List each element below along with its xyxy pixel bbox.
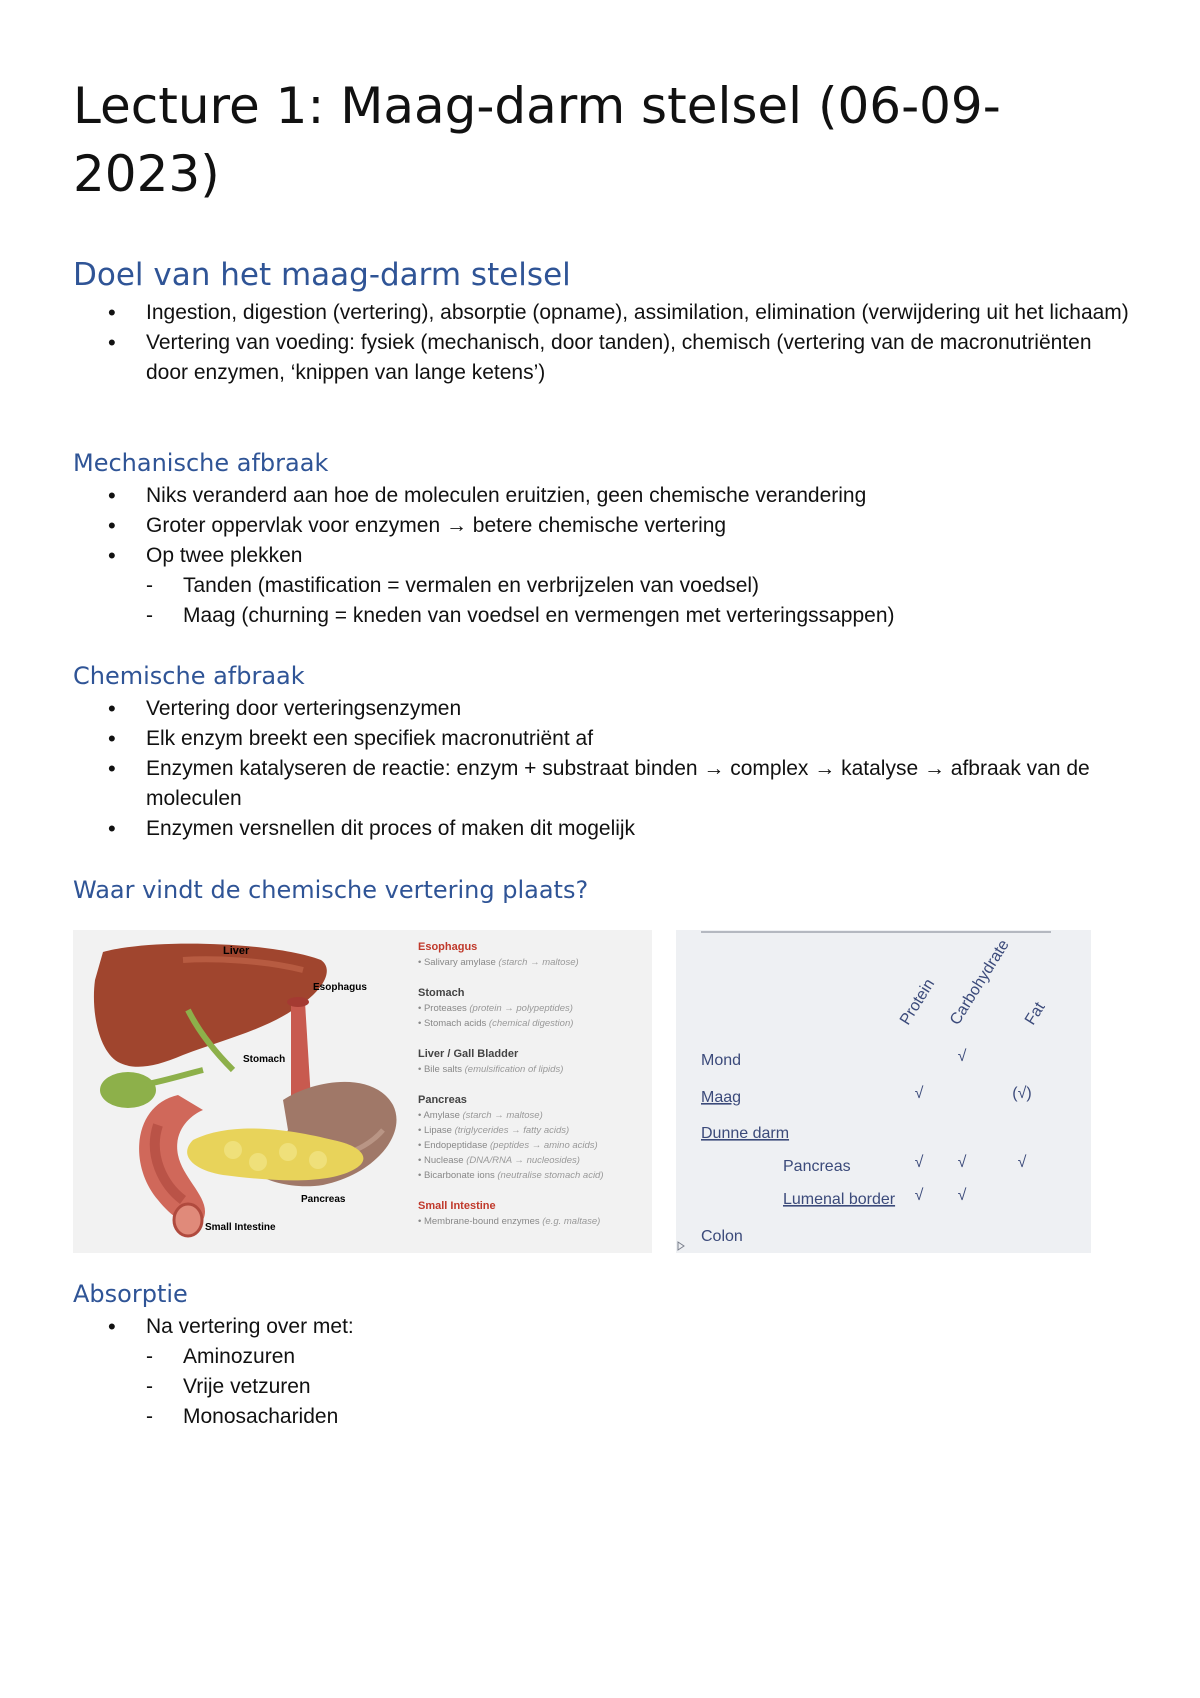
legend-heading: Stomach xyxy=(418,987,465,999)
digestive-anatomy-figure xyxy=(73,930,652,1253)
organ-label: Liver xyxy=(223,945,250,957)
legend-item-detail: (DNA/RNA → nucleosides) xyxy=(466,1155,580,1166)
legend-item: • Bicarbonate ions (neutralise stomach acid) xyxy=(418,1170,604,1181)
list-item xyxy=(73,541,1133,631)
legend-item: • Bile salts (emulsification of lipids) xyxy=(418,1064,564,1075)
table-row-label: Pancreas xyxy=(783,1158,851,1175)
table-check-mark: √ xyxy=(914,1187,924,1204)
legend-item: • Lipase (triglycerides → fatty acids) xyxy=(418,1125,570,1136)
list-item: • Niks veranderd aan hoe de moleculen eruitzien, geen chemische verandering xyxy=(73,481,1133,511)
column-header-protein: Protein xyxy=(896,976,939,1029)
legend-item: • Amylase (starch → maltose) xyxy=(418,1110,543,1121)
table-check-mark: (√) xyxy=(1012,1085,1032,1102)
bullet-list-mechanische xyxy=(73,481,1133,631)
list-item-text: Op twee plekken xyxy=(146,544,303,567)
sub-list-item: - Maag (churning = kneden van voedsel en vermengen met verteringssappen) xyxy=(146,601,1133,631)
esophagus-shape xyxy=(291,1002,311,1102)
legend-heading: Pancreas xyxy=(418,1094,467,1106)
section-heading-chemische: Chemische afbraak xyxy=(73,662,305,690)
column-header-carbohydrate: Carbohydrate xyxy=(946,936,1013,1029)
legend-heading: Liver / Gall Bladder xyxy=(418,1048,519,1060)
section-heading-doel: Doel van het maag-darm stelsel xyxy=(73,257,571,293)
legend-item: • Nuclease (DNA/RNA → nucleosides) xyxy=(418,1155,580,1166)
legend-item-detail: (starch → maltose) xyxy=(498,957,579,968)
bullet-list-doel xyxy=(73,298,1133,388)
table-check-mark: √ xyxy=(957,1187,967,1204)
legend-item: • Salivary amylase (starch → maltose) xyxy=(418,957,579,968)
legend-heading: Small Intestine xyxy=(418,1200,496,1212)
table-row-label: Maag xyxy=(701,1089,742,1106)
table-row-label: Dunne darm xyxy=(701,1125,790,1142)
digestion-location-table-svg xyxy=(676,930,1091,1253)
legend-item-detail: (triglycerides → fatty acids) xyxy=(454,1125,570,1136)
legend-item-detail: (chemical digestion) xyxy=(488,1018,574,1029)
digestive-anatomy-svg xyxy=(73,930,652,1253)
legend-item: • Stomach acids (chemical digestion) xyxy=(418,1018,574,1029)
sub-list xyxy=(146,1342,1133,1432)
list-item xyxy=(73,1312,1133,1432)
legend-item: • Membrane-bound enzymes (e.g. maltase) xyxy=(418,1216,601,1227)
sub-list-item: - Aminozuren xyxy=(146,1342,1133,1372)
legend-item-detail: (neutralise stomach acid) xyxy=(497,1170,604,1181)
page-title: Lecture 1: Maag-darm stelsel (06-09-2023) xyxy=(73,77,1001,203)
organ-label: Stomach xyxy=(243,1054,286,1065)
sub-list-item: - Monosachariden xyxy=(146,1402,1133,1432)
organ-label: Pancreas xyxy=(301,1194,346,1205)
organ-label: Small Intestine xyxy=(205,1222,276,1233)
legend-item: • Endopeptidase (peptides → amino acids) xyxy=(418,1140,598,1151)
table-row-label: Mond xyxy=(701,1052,742,1069)
digestion-location-table-figure xyxy=(676,930,1091,1253)
sub-list-item: - Vrije vetzuren xyxy=(146,1372,1133,1402)
list-item: • Vertering van voeding: fysiek (mechanisch, door tanden), chemisch (vertering van de macronutriënten door enzymen, ‘knippen van lange ketens’) xyxy=(73,328,1133,388)
table-check-mark: √ xyxy=(1017,1154,1027,1171)
legend-heading: Esophagus xyxy=(418,941,478,953)
bullet-list-chemische xyxy=(73,694,1133,844)
organ-label: Esophagus xyxy=(313,982,367,993)
list-item: • Enzymen versnellen dit proces of maken dit mogelijk xyxy=(73,814,1133,844)
list-item-text: Na vertering over met: xyxy=(146,1315,354,1338)
table-check-mark: √ xyxy=(914,1154,924,1171)
list-item: • Vertering door verteringsenzymen xyxy=(73,694,1133,724)
table-row-label: Colon xyxy=(701,1228,743,1245)
sub-list-item: - Tanden (mastification = vermalen en verbrijzelen van voedsel) xyxy=(146,571,1133,601)
list-item: • Groter oppervlak voor enzymen → betere chemische vertering xyxy=(73,511,1133,541)
list-item: • Ingestion, digestion (vertering), absorptie (opname), assimilation, elimination (verwijdering uit het lichaam) xyxy=(73,298,1133,328)
table-check-mark: √ xyxy=(957,1048,967,1065)
legend-item-detail: (peptides → amino acids) xyxy=(490,1140,598,1151)
legend-item-detail: (protein → polypeptides) xyxy=(469,1003,573,1014)
table-rows xyxy=(701,1048,1032,1245)
enzyme-legend xyxy=(418,941,604,1227)
table-check-mark: √ xyxy=(914,1085,924,1102)
gallbladder-shape xyxy=(100,1072,156,1108)
table-check-mark: √ xyxy=(957,1154,967,1171)
list-item: • Enzymen katalyseren de reactie: enzym + substraat binden → complex → katalyse → afbraak van de moleculen xyxy=(73,754,1133,814)
legend-item-detail: (emulsification of lipids) xyxy=(464,1064,564,1075)
legend-item-detail: (e.g. maltase) xyxy=(542,1216,601,1227)
sub-list xyxy=(146,571,1133,631)
list-item: • Elk enzym breekt een specifiek macronutriënt af xyxy=(73,724,1133,754)
section-heading-mechanische: Mechanische afbraak xyxy=(73,449,329,477)
legend-item-detail: (starch → maltose) xyxy=(462,1110,543,1121)
column-header-fat: Fat xyxy=(1021,999,1049,1029)
section-heading-waar: Waar vindt de chemische vertering plaats? xyxy=(73,876,589,904)
legend-item: • Proteases (protein → polypeptides) xyxy=(418,1003,573,1014)
table-row-label: Lumenal border xyxy=(783,1191,896,1208)
bullet-list-absorptie xyxy=(73,1312,1133,1432)
section-heading-absorptie: Absorptie xyxy=(73,1280,188,1308)
